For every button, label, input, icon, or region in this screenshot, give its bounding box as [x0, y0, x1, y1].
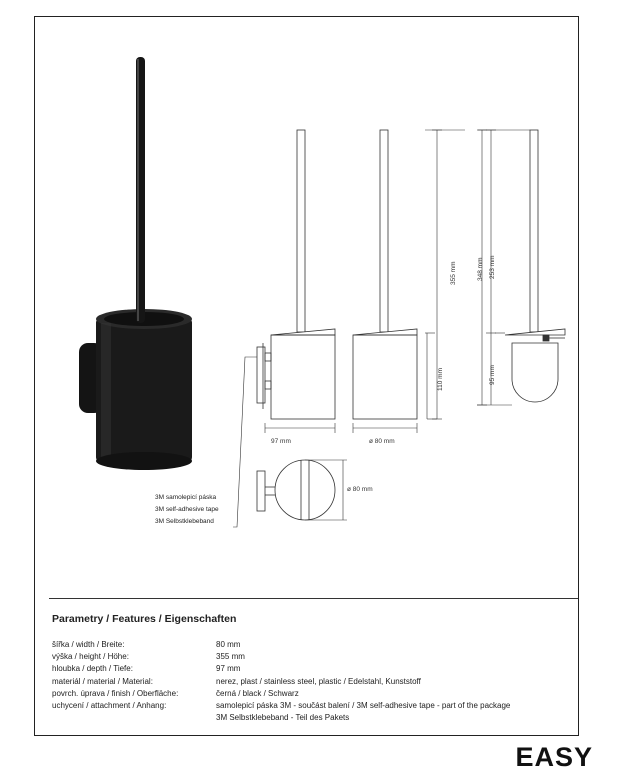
- spec-value: samolepicí páska 3M - součást balení / 3M self-adhesive tape - part of the package: [216, 701, 511, 711]
- dim-height-355: 355 mm: [450, 261, 457, 285]
- spec-row-finish: [52, 688, 510, 700]
- spec-label: výška / height / Höhe:: [52, 652, 129, 662]
- callout-line-cs: 3M samolepicí páska: [155, 494, 217, 501]
- spec-label: uchycení / attachment / Anhang:: [52, 701, 167, 711]
- spec-row-material: [52, 676, 510, 688]
- dim-diameter-side: ø 80 mm: [369, 438, 395, 445]
- spec-label: povrch. úprava / finish / Oberfläche:: [52, 688, 179, 698]
- spec-row-width: [52, 639, 510, 651]
- section-divider: [49, 598, 578, 599]
- top-view: [257, 460, 335, 520]
- side-view: [353, 130, 417, 419]
- callout-line-de: 3M Selbstklebeband: [155, 518, 214, 525]
- front-view: [257, 130, 335, 419]
- spec-value: černá / black / Schwarz: [216, 688, 299, 698]
- spec-value: 355 mm: [216, 652, 245, 662]
- spec-row-attachment: [52, 700, 510, 712]
- spec-label: hloubka / depth / Tiefe:: [52, 664, 133, 674]
- spec-value: nerez, plast / stainless steel, plastic / Edelstahl, Kunststoff: [216, 676, 421, 686]
- callout-line-en: 3M self-adhesive tape: [155, 506, 219, 513]
- height-dimensions: [425, 130, 465, 419]
- spec-label: šířka / width / Breite:: [52, 640, 125, 649]
- spec-value: 97 mm: [216, 664, 241, 674]
- spec-value: 80 mm: [216, 640, 241, 649]
- dim-height-95: 95 mm: [489, 365, 496, 385]
- tape-callout-leader: [233, 357, 257, 527]
- spec-row-height: [52, 651, 510, 663]
- dim-height-110: 110 mm: [437, 368, 444, 391]
- dim-length-253: 253 mm: [489, 255, 496, 279]
- spec-row-depth: [52, 663, 510, 675]
- front-width-dimension: [265, 423, 335, 433]
- features-title: Parametry / Features / Eigenschaften: [52, 613, 237, 625]
- spec-attachment-extra: 3M Selbstklebeband - Teil des Pakets: [216, 713, 350, 723]
- brush-dimensions: [477, 130, 530, 405]
- technical-drawing: [35, 17, 580, 597]
- side-diameter-dimension: [353, 423, 417, 433]
- dim-width-97: 97 mm: [271, 438, 291, 445]
- dim-height-348: 348 mm: [477, 257, 484, 281]
- spec-label: materiál / material / Material:: [52, 676, 153, 686]
- spec-sheet: [34, 16, 579, 736]
- features-table: [52, 639, 510, 724]
- brush-view: [505, 130, 565, 402]
- product-photo: [79, 57, 192, 470]
- brand-logo: EASY: [515, 742, 593, 772]
- tape-callout: [155, 494, 219, 525]
- dim-diameter-top: ø 80 mm: [347, 486, 373, 493]
